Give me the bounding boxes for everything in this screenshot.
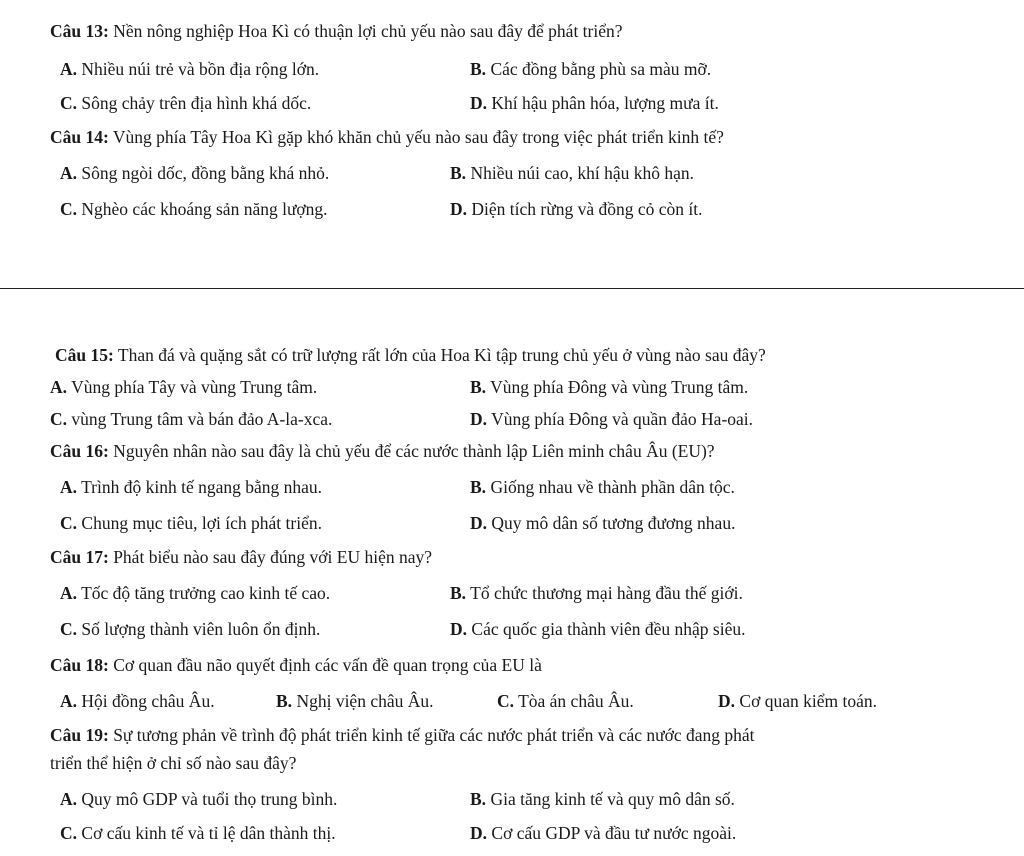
question-text: Cơ quan đầu não quyết định các vấn đề quan trọng của EU là <box>113 655 542 675</box>
option-label: B. <box>276 691 293 711</box>
option-label: A. <box>60 477 78 497</box>
option-label: A. <box>50 377 68 397</box>
question-15 <box>55 344 766 366</box>
question-number: Câu 15: <box>55 345 114 365</box>
option-text: Các quốc gia thành viên đều nhập siêu. <box>471 619 746 639</box>
q17-option-d <box>450 618 745 640</box>
q19-option-b <box>470 788 735 810</box>
q16-option-d <box>470 512 735 534</box>
q19-option-d <box>470 822 736 844</box>
option-text: Nhiều núi cao, khí hậu khô hạn. <box>470 163 694 183</box>
q17-option-c <box>60 618 320 640</box>
question-13 <box>50 20 623 42</box>
q16-option-a <box>60 476 322 498</box>
q16-option-c <box>60 512 322 534</box>
option-label: D. <box>450 619 468 639</box>
option-label: D. <box>450 199 468 219</box>
question-19 <box>50 724 755 746</box>
q18-option-d <box>718 690 877 712</box>
question-14 <box>50 126 724 148</box>
q14-option-a <box>60 162 329 184</box>
option-label: C. <box>60 619 78 639</box>
question-number: Câu 18: <box>50 655 109 675</box>
option-label: C. <box>60 199 78 219</box>
option-label: B. <box>450 583 467 603</box>
question-number: Câu 16: <box>50 441 109 461</box>
q15-option-a <box>50 376 317 398</box>
question-17 <box>50 546 432 568</box>
option-label: C. <box>60 93 78 113</box>
option-text: Khí hậu phân hóa, lượng mưa ít. <box>491 93 719 113</box>
question-16 <box>50 440 715 462</box>
q19-option-a <box>60 788 337 810</box>
question-number: Câu 17: <box>50 547 109 567</box>
option-label: D. <box>470 93 488 113</box>
q13-option-b <box>470 58 711 80</box>
question-text: Nguyên nhân nào sau đây là chủ yếu để các nước thành lập Liên minh châu Âu (EU)? <box>113 441 715 461</box>
question-text: Than đá và quặng sắt có trữ lượng rất lớn của Hoa Kì tập trung chủ yếu ở vùng nào sau đây? <box>117 345 766 365</box>
option-text: Vùng phía Đông và quần đảo Ha-oai. <box>491 409 754 429</box>
option-text: Vùng phía Đông và vùng Trung tâm. <box>490 377 749 397</box>
option-text: Vùng phía Tây và vùng Trung tâm. <box>71 377 318 397</box>
q13-option-a <box>60 58 319 80</box>
option-label: C. <box>60 823 78 843</box>
question-text: Nền nông nghiệp Hoa Kì có thuận lợi chủ yếu nào sau đây để phát triển? <box>113 21 623 41</box>
option-text: vùng Trung tâm và bán đảo A-la-xca. <box>71 409 333 429</box>
option-label: D. <box>470 823 488 843</box>
page-divider <box>0 288 1024 289</box>
option-text: Hội đồng châu Âu. <box>81 691 215 711</box>
option-text: Tổ chức thương mại hàng đầu thế giới. <box>470 583 743 603</box>
question-number: Câu 13: <box>50 21 109 41</box>
question-18 <box>50 654 542 676</box>
q13-option-d <box>470 92 719 114</box>
option-label: C. <box>50 409 68 429</box>
option-text: Nghị viện châu Âu. <box>296 691 434 711</box>
q18-option-a <box>60 690 215 712</box>
q17-option-b <box>450 582 743 604</box>
question-text: Vùng phía Tây Hoa Kì gặp khó khăn chủ yếu nào sau đây trong việc phát triển kinh tế? <box>112 127 724 147</box>
option-label: B. <box>450 163 467 183</box>
q16-option-b <box>470 476 735 498</box>
q18-option-b <box>276 690 434 712</box>
option-label: B. <box>470 477 487 497</box>
option-text: Cơ quan kiểm toán. <box>739 691 877 711</box>
option-label: D. <box>470 409 488 429</box>
option-label: A. <box>60 789 78 809</box>
option-text: Nhiều núi trẻ và bồn địa rộng lớn. <box>81 59 320 79</box>
option-text: Trình độ kinh tế ngang bằng nhau. <box>81 477 323 497</box>
option-text: Sông ngòi dốc, đồng bằng khá nhỏ. <box>81 163 330 183</box>
option-label: A. <box>60 163 78 183</box>
option-label: A. <box>60 691 78 711</box>
option-label: C. <box>497 691 515 711</box>
q15-option-b <box>470 376 748 398</box>
q13-option-c <box>60 92 311 114</box>
question-text: Phát biểu nào sau đây đúng với EU hiện nay? <box>113 547 433 567</box>
q15-option-d <box>470 408 753 430</box>
option-text: Giống nhau về thành phần dân tộc. <box>490 477 735 497</box>
option-text: Cơ cấu GDP và đầu tư nước ngoài. <box>491 823 737 843</box>
option-text: Tốc độ tăng trưởng cao kinh tế cao. <box>81 583 331 603</box>
q14-option-d <box>450 198 703 220</box>
question-number: Câu 19: <box>50 725 109 745</box>
option-label: D. <box>718 691 736 711</box>
option-text: Các đồng bằng phù sa màu mỡ. <box>490 59 712 79</box>
q19-option-c <box>60 822 336 844</box>
option-text: Diện tích rừng và đồng cỏ còn ít. <box>471 199 703 219</box>
option-label: A. <box>60 59 78 79</box>
q17-option-a <box>60 582 330 604</box>
question-text-line2: triển thể hiện ở chỉ số nào sau đây? <box>50 753 297 773</box>
q18-option-c <box>497 690 634 712</box>
option-label: B. <box>470 377 487 397</box>
option-text: Quy mô dân số tương đương nhau. <box>491 513 736 533</box>
option-text: Chung mục tiêu, lợi ích phát triển. <box>81 513 322 533</box>
option-label: C. <box>60 513 78 533</box>
question-number: Câu 14: <box>50 127 109 147</box>
option-text: Nghèo các khoáng sản năng lượng. <box>81 199 328 219</box>
option-text: Số lượng thành viên luôn ổn định. <box>81 619 321 639</box>
q14-option-b <box>450 162 694 184</box>
q15-option-c <box>50 408 332 430</box>
option-text: Gia tăng kinh tế và quy mô dân số. <box>490 789 735 809</box>
question-text-line1: Sự tương phản về trình độ phát triển kinh tế giữa các nước phát triển và các nước đang phát <box>113 725 755 745</box>
option-label: D. <box>470 513 488 533</box>
option-text: Sông chảy trên địa hình khá dốc. <box>81 93 312 113</box>
q14-option-c <box>60 198 328 220</box>
option-text: Quy mô GDP và tuổi thọ trung bình. <box>81 789 338 809</box>
question-19-cont <box>50 752 296 774</box>
option-text: Tòa án châu Âu. <box>518 691 634 711</box>
option-text: Cơ cấu kinh tế và tỉ lệ dân thành thị. <box>81 823 336 843</box>
option-label: B. <box>470 59 487 79</box>
option-label: A. <box>60 583 78 603</box>
option-label: B. <box>470 789 487 809</box>
